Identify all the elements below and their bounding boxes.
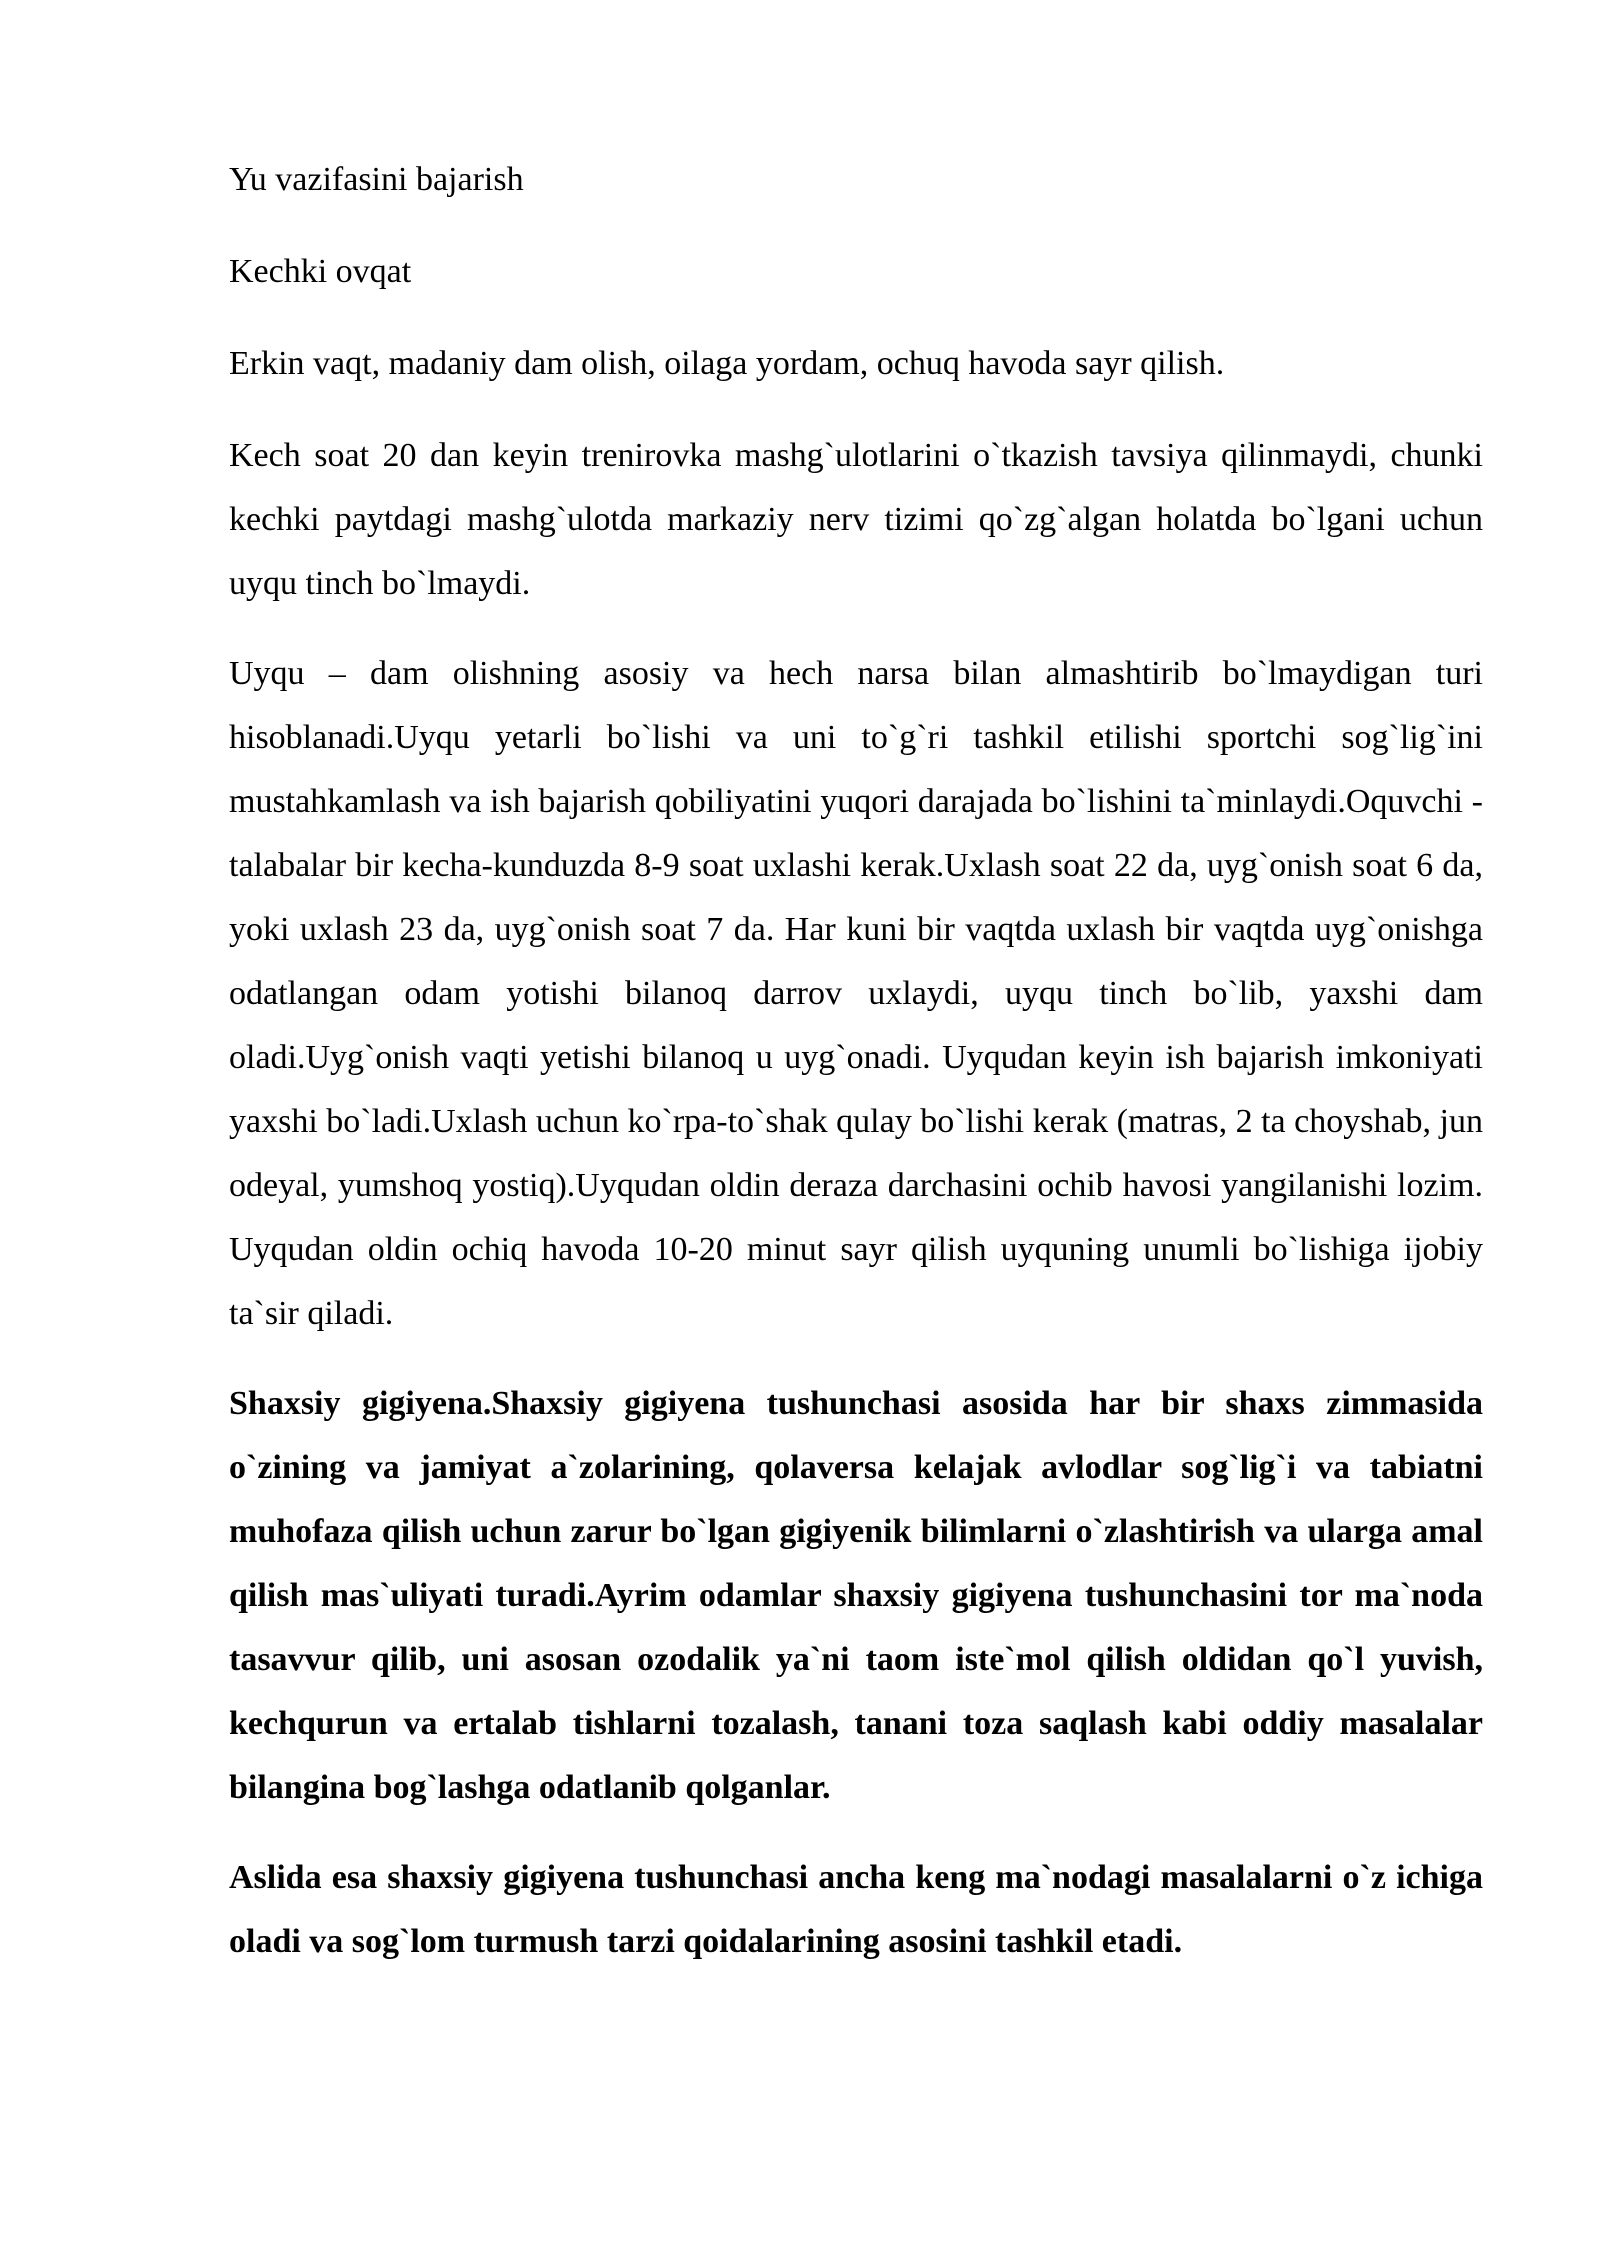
paragraph-sleep: Uyqu – dam olishning asosiy va hech narsa bilan almashtirib bo`lmaydigan turi hisoblanadi.Uyqu yetarli bo`lishi va uni to`g`ri tashkil etilishi sportchi sog`lig`ini mustahkamlash va ish bajarish qobiliyatini yuqori darajada bo`lishini ta`minlaydi.Oquvchi - talabalar bir kecha-kunduzda 8-9 soat uxlashi kerak.Uxlash soat 22 da, uyg`onish soat 6 da, yoki uxlash 23 da, uyg`onish soat 7 da. Har kuni bir vaqtda uxlash bir vaqtda uyg`onishga odatlangan odam yotishi bilanoq darrov uxlaydi, uyqu tinch bo`lib, yaxshi dam oladi.Uyg`onish vaqti yetishi bilanoq u uyg`onadi. Uyqudan keyin ish bajarish imkoniyati yaxshi bo`ladi.Uxlash uchun ko`rpa-to`shak qulay bo`lishi kerak (matras, 2 ta choyshab, jun odeyal, yumshoq yostiq).Uyqudan oldin deraza darchasini ochib havosi yangilanishi lozim. Uyqudan oldin ochiq havoda 10-20 minut sayr qilish uyquning unumli bo`lishiga ijobiy ta`sir qiladi.: [229, 655, 1483, 1332]
paragraph-hygiene-scope: Aslida esa shaxsiy gigiyena tushunchasi ancha keng ma`nodagi masalalarni o`z ichiga oladi va sog`lom turmush tarzi qoidalarining asosini tashkil etadi.: [229, 1859, 1483, 1960]
heading-homework: Yu vazifasini bajarish: [229, 161, 524, 198]
paragraph-evening-training: Kech soat 20 dan keyin trenirovka mashg`ulotlarini o`tkazish tavsiya qilinmaydi, chunki kechki paytdagi mashg`ulotda markaziy nerv tizimi qo`zg`algan holatda bo`lgani uchun uyqu tinch bo`lmaydi.: [229, 437, 1483, 602]
free-time-line: Erkin vaqt, madaniy dam olish, oilaga yordam, ochuq havoda sayr qilish.: [229, 345, 1225, 382]
document-body: [229, 148, 1483, 2000]
heading-dinner: Kechki ovqat: [229, 253, 412, 290]
paragraph-personal-hygiene: Shaxsiy gigiyena.Shaxsiy gigiyena tushunchasi asosida har bir shaxs zimmasida o`zining va jamiyat a`zolarining, qolaversa kelajak avlodlar sog`lig`i va tabiatni muhofaza qilish uchun zarur bo`lgan gigiyenik bilimlarni o`zlashtirish va ularga amal qilish mas`uliyati turadi.Ayrim odamlar shaxsiy gigiyena tushunchasini tor ma`noda tasavvur qilib, uni asosan ozodalik ya`ni taom iste`mol qilish oldidan qo`l yuvish, kechqurun va ertalab tishlarni tozalash, tanani toza saqlash kabi oddiy masalalar bilangina bog`lashga odatlanib qolganlar.: [229, 1385, 1483, 1806]
